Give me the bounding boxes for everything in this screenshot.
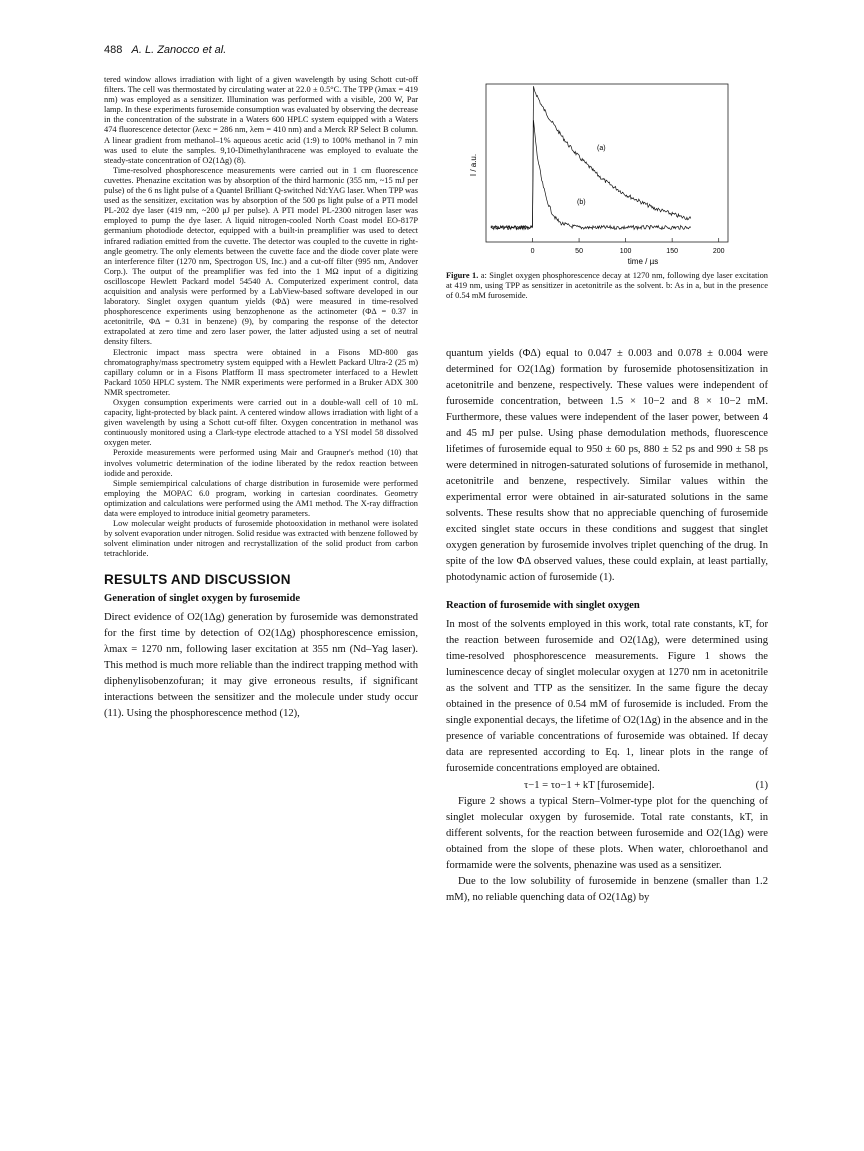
figure-caption (446, 271, 768, 301)
x-axis-label: time / µs (627, 257, 659, 266)
equation-number: (1) (755, 780, 768, 791)
methods-paragraph: Electronic impact mass spectra were obtained in a Fisons MD-800 gas chromatography/mass spectrometry system equipped with a Hewlett Packard Ultra-2 (25 m) capillary column or in a Fisons Platfform II mass spectrometer interfaced to a Hewlett Packard 1050 HPLC system. The NMR experiments were performed in a Bruker ADX 300 NMR spectrometer. (104, 347, 418, 397)
right-paragraph: Figure 2 shows a typical Stern–Volmer-type plot for the quenching of singlet molecular oxygen by furosemide. Total rate constants, kT, in different solvents, for the reaction between furosemide and O2(1Δg) were obtained from the slope of these plots. When water, chloroethanol and formamide were the solvents, phenazine was used as a sensitizer. (446, 796, 768, 871)
running-header (104, 44, 226, 56)
series-label-b: (b) (577, 199, 586, 206)
x-axis-ticks (531, 238, 725, 255)
x-tick-label: 100 (619, 248, 632, 255)
methods-paragraph: tered window allows irradiation with light of a given wavelength by using Schott cut-off filters. The cell was thermostated by circulating water at 22.0 ± 0.5°C. The TPP (λmax = 419 nm) was employed as a sensitizer. Illumination was performed with a visible, 200 W, Par lamp. In these experiments furosemide consumption was evaluated by observing the decrease in the concentration of the substrate in a Waters 600 HPLC system equipped with a Waters 474 fluorescence detector (λexc = 286 nm, λem = 410 nm) and a Merck RP Select B column. A linear gradient from methanol–1% aqueous acetic acid (1:9) to 100% methanol in 7 min was used to elute the samples. 9,10-Dimethylanthracene was employed to evaluate the steady-state concentration of O2(1Δg) (8). (104, 75, 418, 165)
subsection-heading: Generation of singlet oxygen by furosemide (104, 592, 301, 604)
section-heading: RESULTS AND DISCUSSION (104, 571, 291, 587)
x-tick-label: 0 (530, 248, 535, 255)
right-paragraph: quantum yields (ΦΔ) equal to 0.047 ± 0.003 and 0.078 ± 0.004 were determined for O2(1Δg) formation by furosemide photosensitization in acetonitrile and benzene, respectively. These values were independent of furosemide concentration, between 1.5 × 10−2 and 8 × 10−2 mM. Furthermore, these values were independent of the laser power, between 4 and 45 mJ per pulse. Using phase demodulation methods, fluorescence lifetimes of furosemide equal to 950 ± 60 ps, 880 ± 52 ps and 990 ± 58 ps were determined in nitrogen-saturated solutions of furosemide in methanol, acetonitrile and benzene, respectively. Similar values within the experimental error were obtained in air-saturated solutions in the same solvents. These results show that no appreciable quenching of furosemide excited singlet state occurs in these conditions and suggest that singlet oxygen generation by furosemide involves triplet quenching of the drug. In spite of the low ΦΔ observed values, these could explain, at least partially, photodynamic action of furosemide (1). (446, 348, 768, 583)
equation-1 (524, 780, 768, 791)
x-tick-label: 150 (666, 248, 678, 255)
series-line-a (491, 86, 691, 229)
methods-paragraph: Peroxide measurements were performed using Mair and Graupner's method (10) that involves volumetric determination of the iodine liberated by the redox reaction between iodide and peroxide. (104, 448, 418, 478)
right-paragraph: Due to the low solubility of furosemide in benzene (smaller than 1.2 mM), no reliable quenching data of O2(1Δg) by (446, 876, 768, 903)
series-group (491, 86, 691, 229)
page-number: 488 (104, 44, 123, 56)
caption-text: a: Singlet oxygen phosphorescence decay at 1270 nm, following dye laser excitation at 419 nm, using TPP as sensitizer in acetonitrile as the solvent. b: As in a, but in the presence of 0.54 mM furosemide. (446, 271, 768, 301)
x-tick-label: 200 (712, 248, 725, 255)
methods-paragraph: Time-resolved phosphorescence measurements were carried out in 1 cm fluorescence cuvettes. Phenazine excitation was by absorption of the third harmonic (355 nm, ~15 mJ per pulse) of the 6 ns light pulse of a Quantel Brilliant Q-switched Nd:YAG laser. When TPP was used as the sensitizer, excitation was by absorption of the 500 ps light pulse of a PTI model PL-202 dye laser (419 nm, ~200 μJ per pulse). A PTI model PL-2300 nitrogen laser was employed to pump the dye laser. A liquid nitrogen-cooled North Coast model EO-817P germanium photodiode detector, equipped with a built-in preamplifier was used to detect infrared radiation emitted from the cuvette. The detector was coupled to the cuvette in right-angle geometry. The only elements between the cuvette face and the diode cover plate were an interference filter (1270 nm, Spectrogon US, Inc.) and a cut-off filter (995 nm, Andover Corp.). The output of the preamplifier was fed into the 1 MΩ input of a digitizing oscilloscope Hewlett Packard model 54540 A. Computerized experiment control, data acquisition and analysis were performed by a LabView-based software developed in our laboratory. Singlet oxygen quantum yields (ΦΔ) were measured in time-resolved phosphorescence experiments using benzophenone as the actinometer (ΦΔ = 0.37 in acetonitrile, ΦΔ = 0.31 in benzene) (9), by comparing the response of the detector extrapolated at zero time and zero laser power, the latter adjusted using a set of neutral density filters. (104, 165, 418, 347)
left-column (104, 75, 418, 722)
right-paragraph: In most of the solvents employed in this work, total rate constants, kT, for the reaction between furosemide and O2(1Δg), were determined using time-resolved phosphorescence measurements. Figure 1 shows the luminescence decay of singlet molecular oxygen at 1270 nm in acetonitrile as the solvent and TTP as the sensitizer. In the same figure the decay obtained in the presence of 0.54 mM of furosemide is included. From the single exponential decays, the lifetime of O2(1Δg) in the absence and in the presence of variable concentrations of furosemide was obtained. If decay data are represented according to Eq. 1, linear plots in the range of furosemide concentrations employed are obtained. (446, 619, 768, 774)
subsection-heading: Reaction of furosemide with singlet oxygen (446, 600, 640, 611)
caption-label: Figure 1. (446, 271, 479, 280)
series-line-b (491, 120, 691, 229)
methods-paragraph: Simple semiempirical calculations of charge distribution in furosemide were performed employing the MOPAC 6.0 program, working in cartesian coordinates. Geometry optimization and calculations were performed using the AM1 method. The X-ray diffraction data were employed to introduce initial geometry parameters. (104, 478, 418, 519)
y-axis-label: I / a.u. (469, 153, 478, 177)
header-authors: A. L. Zanocco et al. (131, 44, 227, 56)
decay-plot (446, 77, 768, 267)
series-label-a: (a) (597, 145, 606, 152)
methods-text (104, 75, 418, 560)
right-column (446, 346, 768, 906)
results-paragraph: Direct evidence of O2(1Δg) generation by furosemide was demonstrated for the first time by detection of O2(1Δg) phosphorescence emission, λmax = 1270 nm, following laser excitation at 355 nm (Nd–Yag laser). This method is much more reliable than the indirect trapping method with diphenylisobenzofuran; it may give erroneous results, if significant interactions between the sensitizer and the molecule under study occur (11). Using the phosphorescence method (12), (104, 611, 418, 719)
x-tick-label: 50 (575, 248, 583, 255)
equation-body: τ−1 = τo−1 + kT [furosemide]. (524, 780, 655, 791)
methods-paragraph: Oxygen consumption experiments were carried out in a double-wall cell of 10 mL capacity, light-protected by black paint. A centered window allows irradiation with light of a given wavelength by using a Schott cut-off filter. Oxygen concentration in methanol was continuously monitored using a Clark-type electrode attached to a YSI model 58 dissolved oxygen meter. (104, 398, 418, 448)
plot-frame (486, 84, 728, 242)
methods-paragraph: Low molecular weight products of furosemide photooxidation in methanol were isolated by solvent evaporation under nitrogen. Solid residue was extracted with benzene followed by solvent elimination under nitrogen and recrystallization of the solid product from carbon tetrachloride. (104, 519, 418, 559)
